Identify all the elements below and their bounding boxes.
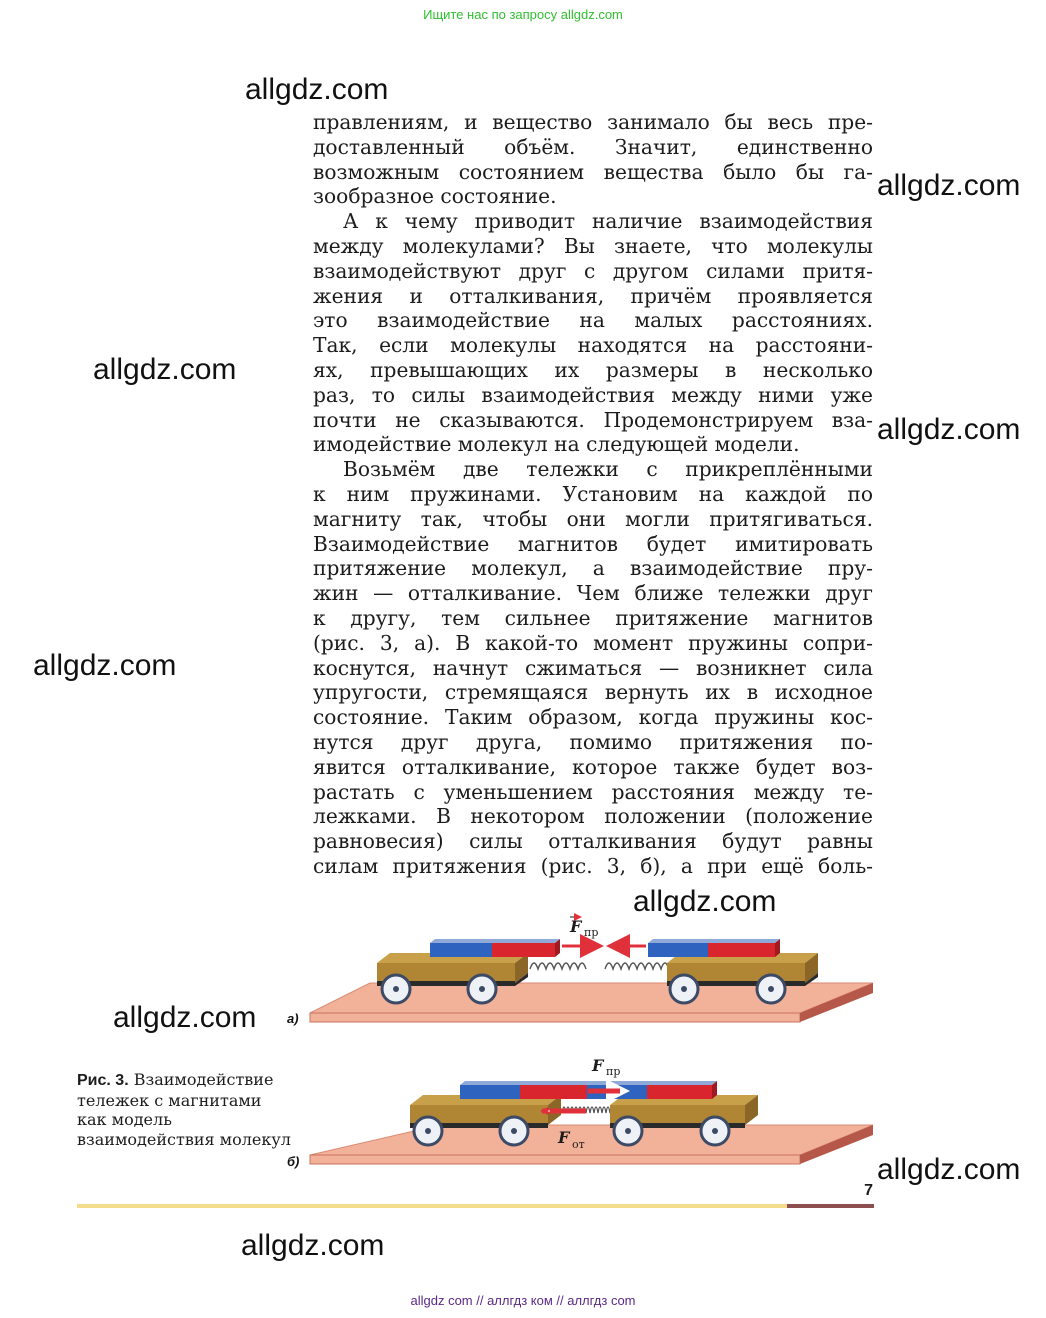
force-attraction-label: F [592, 1056, 604, 1075]
watermark: allgdz.com [877, 1153, 1021, 1186]
force-attraction-label: F [570, 917, 582, 936]
watermark: allgdz.com [877, 413, 1021, 446]
caption-text: Взаимодействие тележек с магнитами как модель взаимодействия молекул [77, 1070, 291, 1149]
watermark: allgdz.com [633, 885, 777, 918]
paragraph: Возьмём две тележки с прикреплёнными [343, 457, 873, 482]
paragraph: раз, то силы взаимодействия между ними уже [313, 382, 873, 407]
paragraph: ях, превышающих их размеры в несколько [313, 357, 873, 382]
paragraph: упругости, стремящаяся вернуть их в исходное [313, 680, 873, 705]
paragraph: возможным состоянием вещества было бы га- [313, 159, 873, 184]
page-number: 7 [864, 1182, 873, 1199]
paragraph: правлениям, и вещество занимало бы весь пре- [313, 110, 873, 134]
paragraph: это взаимодействие на малых расстояниях. [313, 308, 873, 333]
paragraph: к другу, тем сильнее притяжение магнитов [313, 605, 873, 630]
paragraph: растать с уменьшением расстояния между те- [313, 779, 873, 804]
paragraph: жин — отталкивание. Чем ближе тележки друг [313, 581, 873, 606]
footer-links[interactable]: allgdz com // аллгдз ком // аллгдз com [410, 1293, 636, 1308]
watermark: allgdz.com [877, 169, 1021, 202]
watermark: allgdz.com [113, 1001, 257, 1034]
paragraph: нутся друг друга, помимо притяжения по- [313, 729, 873, 754]
watermark: allgdz.com [245, 73, 389, 106]
magnet-right [648, 939, 780, 957]
paragraph: лежками. В некотором положении (положение [313, 804, 873, 829]
magnet-left [430, 939, 560, 957]
figure-caption [77, 1070, 292, 1149]
paragraph: (рис. 3, а). В какой-то момент пружины сопри- [313, 630, 873, 655]
force-repulsion-subscript: от [572, 1138, 585, 1151]
paragraph: имодействие молекул на следующей модели. [313, 432, 800, 457]
paragraph: между молекулами? Вы знаете, что молекулы [313, 233, 873, 258]
watermark: allgdz.com [241, 1229, 385, 1262]
magnet-left [460, 1081, 592, 1099]
paragraph: коснутся, начнут сжиматься — возникнет сила [313, 655, 873, 680]
paragraph: жения и отталкивания, причём проявляется [313, 283, 873, 308]
header-search-link[interactable]: Ищите нас по запросу allgdz.com [423, 7, 623, 22]
footer-rule [77, 1204, 787, 1208]
scene-a [310, 917, 873, 1022]
force-repulsion-label: F [558, 1128, 570, 1147]
paragraph: Взаимодействие магнитов будет имитировать [313, 531, 873, 556]
figure-label-b: б) [287, 1154, 300, 1169]
footer-rule-accent [787, 1204, 874, 1208]
paragraph: равновесия) силы отталкивания будут равны [313, 829, 873, 854]
paragraph: магниту так, чтобы они могли притягиваться. [313, 506, 873, 531]
caption-number: Рис. 3. [77, 1072, 129, 1089]
paragraph: Так, если молекулы находятся на расстояни- [313, 333, 873, 358]
figure-3-carts [280, 905, 880, 1180]
paragraph: А к чему приводит наличие взаимодействия [343, 209, 873, 234]
paragraph: явится отталкивание, которое также будет воз- [313, 754, 873, 779]
force-attraction-subscript: пр [584, 926, 599, 939]
paragraph: почти не сказываются. Продемонстрируем вза- [313, 407, 873, 432]
paragraph: силам притяжения (рис. 3, б), а при ещё боль- [313, 853, 873, 878]
paragraph: взаимодействуют друг с другом силами притя- [313, 258, 873, 283]
force-attraction-subscript: пр [606, 1065, 621, 1078]
spring [530, 963, 669, 969]
scene-b [310, 1056, 873, 1164]
paragraph: притяжение молекул, а взаимодействие пру- [313, 556, 873, 581]
paragraph: состояние. Таким образом, когда пружины кос- [313, 705, 873, 730]
watermark: allgdz.com [93, 353, 237, 386]
figure-label-a: а) [287, 1011, 299, 1026]
platform [310, 1125, 873, 1164]
watermark: allgdz.com [33, 649, 177, 682]
body-text [313, 110, 873, 879]
paragraph: доставленный объём. Значит, единственно [313, 134, 873, 159]
paragraph: к ним пружинами. Установим на каждой по [313, 481, 873, 506]
paragraph: зообразное состояние. [313, 184, 557, 209]
